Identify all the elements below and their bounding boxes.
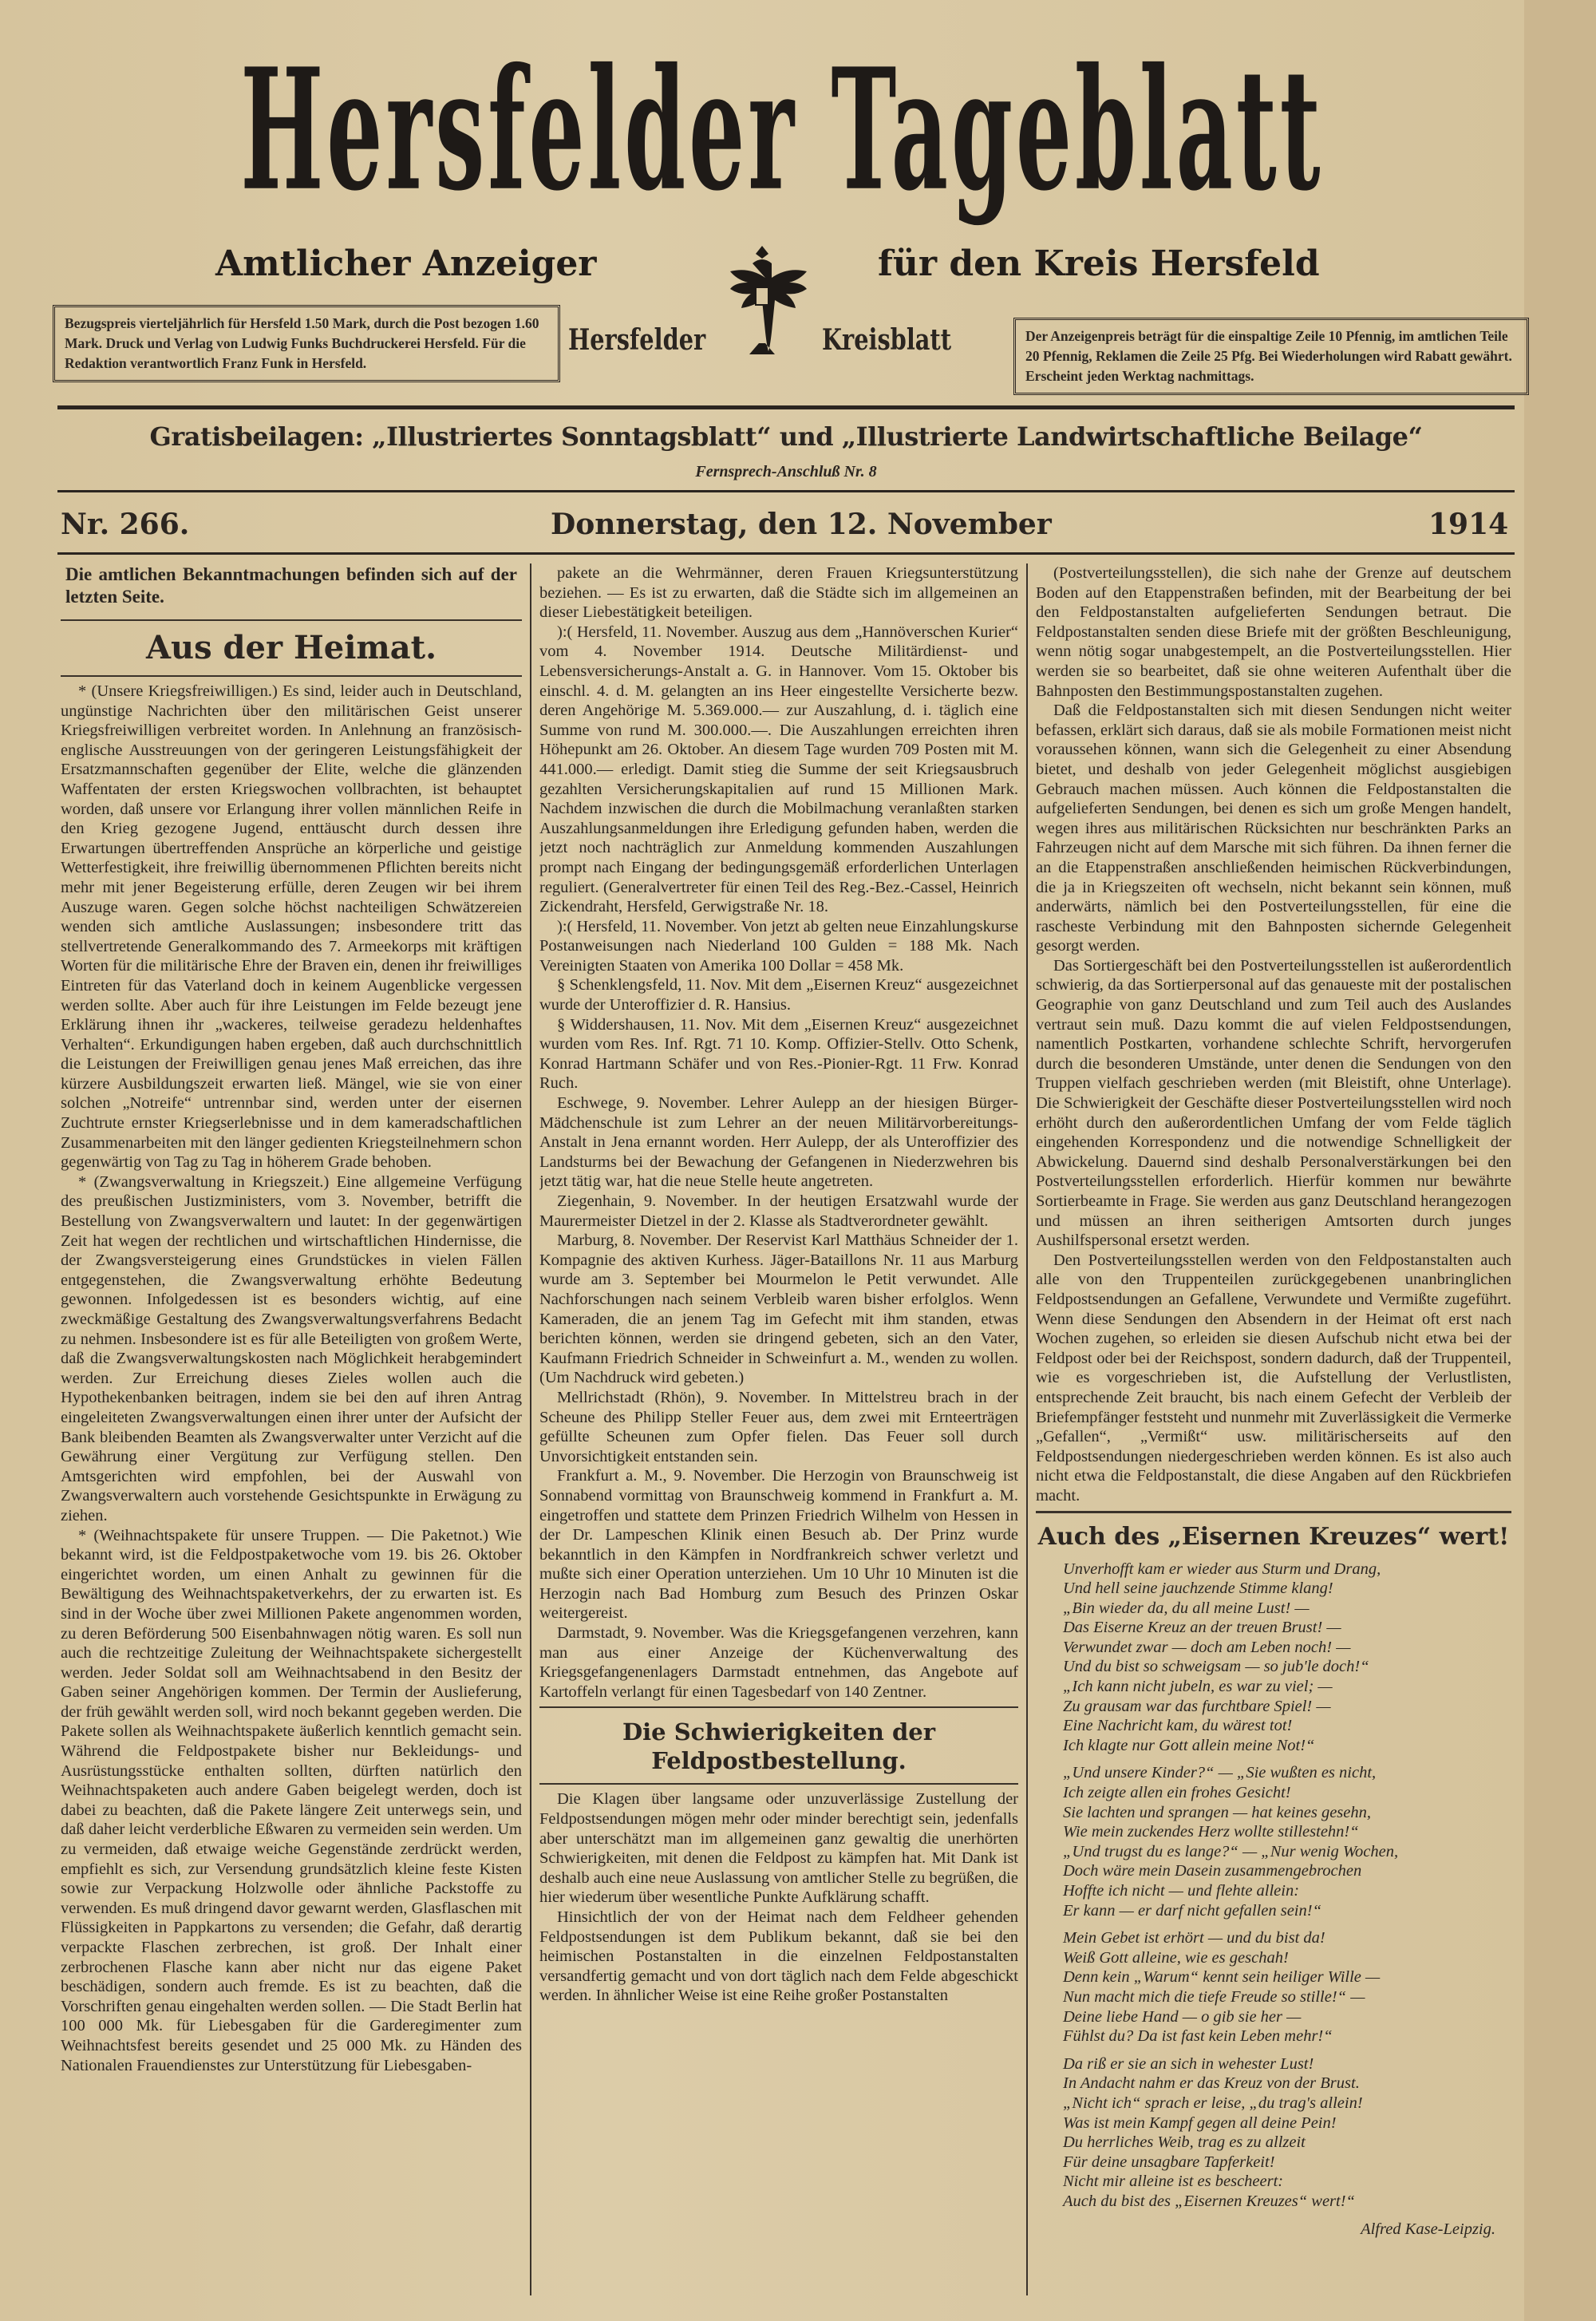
poem-line: „Nicht ich“ sprach er leise, „du trag's allein! (1063, 2094, 1363, 2112)
poem-line: Mein Gebet ist erhört — und du bist da! (1063, 1929, 1325, 1947)
poem-line: Da riß er sie an sich in wehester Lust! (1063, 2054, 1314, 2073)
poem-line: Auch du bist des „Eisernen Kreuzes“ wert!“ (1063, 2192, 1355, 2210)
section-heading-aus-der-heimat: Aus der Heimat. (145, 629, 437, 666)
poem-line: „Und unsere Kinder?“ — „Sie wußten es nicht, (1063, 1764, 1377, 1782)
poem-line: „Bin wieder da, du all meine Lust! — (1063, 1599, 1310, 1617)
poem-line: Wie mein zuckendes Herz wollte stillestehn!“ (1063, 1823, 1359, 1841)
news-item: Darmstadt, 9. November. Was die Kriegsgefangenen verzehren, kann man aus einer Anzeige der Küchenverwaltung des Kriegsgefangenenlagers Darmstadt entnehmen, das Angebote auf Kartoffeln verlangt für einen Tagesbedarf von 140 Zentner. (539, 1624, 1018, 1701)
poem-line: Er kann — er darf nicht gefallen sein!“ (1063, 1901, 1321, 1920)
news-item: Mellrichstadt (Rhön), 9. November. In Mittelstreu brach in der Scheune des Philipp Steller Feuer aus, dem zwei mit Ernteerträgen gefüllte Scheunen zum Opfer fielen. Das Feuer soll durch Unvorsichtigkeit entstanden sein. (539, 1388, 1018, 1465)
newspaper-title: Hersfelder Tageblatt (240, 32, 1324, 228)
article-paragraph: Den Postverteilungsstellen werden von den Feldpostanstalten auch alle von den Truppenteilen zurückgegebenen unanbringlichen Feldpostsendungen an Gefallene, Verwundete und Vermißte zugeführt. Wenn diese Sendungen den Absendern in der Heimat oft erst nach Wochen zugehen, so erleiden sie diesen Aufschub nicht etwa bei der Feldpost oder bei der Reichspost, sondern dadurch, daß der Truppenteil, wie es vorgeschrieben ist, die Aufstellung der Verlustlisten, entsprechende Zeit braucht, bis nach einem Gefecht der Verbleib der Briefempfänger feststeht und nunmehr mit Zuverlässigkeit die Vermerke „Gefallen“, „Vermißt“ usw. militärischerseits auf den Feldpostsendungen niedergeschrieben werden können. Es ist also auch nicht etwa die Feldpostanstalt, die diese Angaben auf den Rückbriefen macht. (1036, 1251, 1511, 1504)
divider (57, 405, 1515, 409)
poem-line: Für deine unsagbare Tapferkeit! (1063, 2153, 1275, 2171)
article-heading-feldpost: Die Schwierigkeiten der Feldpostbestellung. (622, 1718, 935, 1775)
poem-line: Ich klagte nur Gott allein meine Not!“ (1063, 1736, 1315, 1754)
subscription-info-box: Bezugspreis vierteljährlich für Hersfeld 1.50 Mark, durch die Post bezogen 1.60 Mark. Druck und Verlag von Ludwig Funks Buchdruckerei Hersfeld. Für die Redaktion verantwortlich Franz Funk in Hersfeld. (53, 305, 560, 382)
article-paragraph: * (Weihnachtspakete für unsere Truppen. — Die Paketnot.) Wie bekannt wird, ist die Feldpostpaketwoche vom 19. bis 26. Oktober eingerichtet worden, um einen Anhalt zu gewinnen für die Bewältigung des Weihnachtspaketverkehrs, der zu erwarten ist. Es sind in der Woche über zwei Millionen Pakete angenommen worden, zu deren Beförderung 500 Eisenbahnwagen nötig waren. Es soll nun auch die rechtzeitige Zuleitung der Weihnachtspakete sichergestellt werden. Jeder Soldat soll am Weihnachtsabend in den Besitz der Gaben seiner Angehörigen kommen. Der Termin der Auslieferung, der früh gewählt werden soll, wird noch bekannt gegeben werden. Die Pakete sollen als Weihnachtspakete äußerlich kenntlich gemacht sein. Während die Feldpostpakete bisher nur Bekleidungs- und Ausrüstungsstücke enthalten sollten, dürften natürlich den Weihnachtspaketen auch andere Gaben beigelegt werden, doch ist dabei zu beachten, daß die Pakete längere Zeit unterwegs sein, und daß daher leicht verderbliche Eßwaren zu vermeiden sein werden. Um zu vermeiden, daß etwaige weiche Gegenstände zerdrückt werden, empfiehlt es sich, zur Versendung grundsätzlich kleine feste Kisten sowie zur Verpackung Holzwolle oder ähnliche Packstoffe zu verwenden. Es muß dringend davor gewarnt werden, Glasflaschen mit Flüssigkeiten in Pappkartons zu versenden; die Gefahr, daß derartig verpackte Flaschen zerbrechen, ist groß. Der Inhalt einer zerbrochenen Flasche kann aber nicht nur das eigene Paket beschädigen, sondern auch fremde. Es ist zu beachten, daß die Vorschriften genau eingehalten werden sollen. — Die Stadt Berlin hat 100 000 Mk. für Liebesgaben für die Garderegimenter zum Weihnachtsfest bereits gesendet und 25 000 Mk. zu Händen des Nationalen Frauendienstes zur Unterstützung für Liebesgaben- (61, 1526, 522, 2074)
divider (539, 1706, 1018, 1708)
divider (61, 675, 522, 677)
divider (539, 1783, 1018, 1785)
poem-line: Hoffte ich nicht — und flehte allein: (1063, 1882, 1300, 1900)
poem-line: „Ich kann nicht jubeln, es war zu viel; — (1063, 1678, 1333, 1696)
official-notice: Die amtlichen Bekanntmachungen befinden sich auf der letzten Seite. (65, 564, 517, 607)
poem-line: Verwundet zwar — doch am Leben noch! — (1063, 1638, 1351, 1656)
news-item: § Widdershausen, 11. Nov. Mit dem „Eisernen Kreuz“ ausgezeichnet wurden vom Res. Inf. Rgt. 71 10. Komp. Offizier-Stellv. Otto Schenk, Konrad Hartmann Schäfer und von Res.-Pionier-Rgt. 11 Frw. Konrad Ruch. (539, 1015, 1018, 1093)
news-item: Marburg, 8. November. Der Reservist Karl Matthäus Schneider der 1. Kompagnie des aktiven Kurhess. Jäger-Bataillons Nr. 11 aus Marburg wurde am 3. September bei Mourmelon le Petit verwundet. Alle Nachforschungen nach seinem Verbleib waren bisher erfolglos. Wenn Kameraden, die an jenem Tag im Gefecht mit ihm standen, etwas berichten können, werden sie dringend gebeten, sich an den Vater, Kaufmann Friedrich Schneider in Schweinfurt a. M., wenden zu wollen. (Um Nachdruck wird gebeten.) (539, 1232, 1018, 1387)
issue-year: 1914 (1428, 508, 1509, 541)
divider (1036, 1511, 1511, 1513)
article-paragraph: * (Unsere Kriegsfreiwilligen.) Es sind, leider auch in Deutschland, ungünstige Nachrichten über den militärischen Geist unserer Kriegsfreiwilligen verbreitet worden. In Anlehnung an französisch-englische Ausstreuungen von der geringeren Leistungsfähigkeit der Ersatzmannschaften gegenüber der Elite, welche die glänzenden Waffentaten der ersten Kriegswochen vollbrachten, ist behauptet worden, daß unsere vor Erlangung ihrer vollen männlichen Reife in den Krieg gezogene Jugend, enttäuscht durch dessen ihre Erwartungen übertreffenden Ansprüche an körperliche und geistige Wetterfestigkeit, ihre freiwillig übernommenen Pflichten bereits nicht mehr mit jener Begeisterung erfülle, deren Zeugen wir bei ihrem Auszuge waren. Gegen solche höchst nachteiligen Schwätzereien wenden sich amtliche Auslassungen; insbesondere tritt das stellvertretende Generalkommando des 7. Armeekorps mit kräftigen Worten für die militärische Ehre der Braven ein, denen ihr freiwilliges Eintreten für das Vaterland doch in keinem Augenblicke vergessen werden sollte. Aber auch für ihre Leistungen im Felde bezeugt jene Erklärung ihnen ihr „wackeres, teilweise geradezu heldenhaftes Verhalten“. Erkundigungen haben ergeben, daß auch durchschnittlich die Leistungen der Freiwilligen genau jenes Maß erreichen, das ihre kürzere Ausbildungszeit erwarten ließ. Mängel, wie sie von einer solchen „Notreife“ untrennbar sind, werden unter der eisernen Zuchtrute ernster Kriegserlebnisse und in dem kameradschaftlichen Zusammenarbeiten mit den länger gedienten Kriegsteilnehmern schon gegenwärtig von Tag zu Tag in höherem Grade behoben. (61, 682, 522, 1172)
poem-line: Und du bist so schweigsam — so jub'le doch!“ (1063, 1658, 1369, 1676)
divider (57, 552, 1515, 555)
kreisblatt-left: Hersfelder (568, 323, 706, 357)
issue-date: Donnerstag, den 12. November (551, 508, 1052, 541)
news-item: Frankfurt a. M., 9. November. Die Herzogin von Braunschweig ist Sonnabend vormittag von Braunschweig kommend in Frankfurt a. M. eingetroffen und stattete dem Prinzen Friedrich Wilhelm von Hessen in der Dr. Lampeschen Klinik einen Besuch ab. Der Prinz wurde bekanntlich in den Kämpfen in Nordfrankreich schwer verletzt und mußte sich einer Operation unterziehen. Um 10 Uhr 10 Minuten ist die Herzogin nach Bad Homburg zum Besuch des Prinzen Oskar weitergereist. (539, 1467, 1018, 1623)
poem-line: Weiß Gott alleine, wie es geschah! (1063, 1948, 1289, 1967)
article-paragraph: Daß die Feldpostanstalten sich mit diesen Sendungen nicht weiter befassen, erklärt sich daraus, daß sie als mobile Formationen meist nicht voraussehen können, wann sich die Gelegenheit zu einer Absendung bietet, und deshalb von jeder Gelegenheit möglichst ausgiebigen Gebrauch machen müssen. Auch können die Feldpostanstalten die aufgelieferten Sendungen, bei denen es sich um große Mengen handelt, wegen ihres aus militärischen Rücksichten nur beschränkten Parks an Fahrzeugen nicht auf dem Marsche mit sich führen. Da ihnen ferner die an die Etappenstraßen anschließenden heimischen Rückverbindungen, die ja in Kriegszeiten oft wechseln, nicht bekannt sein können, muß anderwärts, nämlich bei den Postverteilungsstellen, für eine die rascheste Verbindung mit den Bahnposten sichernde Gelegenheit gesorgt werden. (1036, 702, 1511, 955)
kreisblatt-right: Kreisblatt (822, 323, 952, 357)
poem-stanza (1063, 1763, 1511, 1920)
poem-line: Doch wäre mein Dasein zusammengebrochen (1063, 1862, 1362, 1880)
poem-line: Denn kein „Warum“ kennt sein heiliger Wille — (1063, 1968, 1381, 1987)
poem-line: Und hell seine jauchzende Stimme klang! (1063, 1580, 1333, 1598)
poem-title: Auch des „Eisernen Kreuzes“ wert! (1037, 1522, 1510, 1551)
column-rule (530, 563, 531, 2295)
poem-line: Fühlst du? Da ist fast kein Leben mehr!“ (1063, 2027, 1333, 2046)
column-rule (1026, 563, 1028, 2295)
article-paragraph: * (Zwangsverwaltung in Kriegszeit.) Eine allgemeine Verfügung des preußischen Justizministers, vom 3. November, betrifft die Bestellung von Zwangsverwaltern und lautet: In der gegenwärtigen Zeit hat wegen der rechtlichen und wirtschaftlichen Hindernisse, die der Zwangsversteigerung eines Grundstückes in vielen Fällen entgegenstehen, die Zwangsverwaltung erhöhte Bedeutung gewonnen. Infolgedessen ist es besonders wichtig, auf eine zweckmäßige Gestaltung des Zwangsverwaltungsverfahrens Bedacht zu nehmen. Insbesondere ist es für alle Beteiligten von großem Werte, daß die Zwangsverwaltungskosten nach Möglichkeit herabgemindert werden. Zur Erreichung dieses Zieles wollen auch die Hypothekenbanken beitragen, indem sie bei den auf ihren Antrag eingeleiteten Zwangsverwaltungen einen ihrer unter der Aufsicht der Bank bleibenden Beamten als Zwangsverwalter unter Verzicht auf die Gewährung einer Vergütung zur Verfügung stellen. Den Amtsgerichten wird empfohlen, bei der Auswahl von Zwangsverwaltern auch vorstehende Gesichtspunkte in Erwägung zu ziehen. (61, 1172, 522, 1524)
poem-line: Das Eiserne Kreuz an der treuen Brust! — (1063, 1619, 1341, 1637)
poem-line: Was ist mein Kampf gegen all deine Pein! (1063, 2113, 1337, 2132)
column-1 (61, 563, 522, 2303)
poem-line: Deine liebe Hand — o gib sie her — (1063, 2007, 1302, 2026)
news-item: pakete an die Wehrmänner, deren Frauen Kriegsunterstützung beziehen. — Es ist zu erwarten, daß die Städte sich im allgemeinen an dieser Liebestätigkeit beteiligen. (539, 564, 1018, 622)
divider (57, 490, 1515, 492)
telephone-line: Fernsprech-Anschluß Nr. 8 (695, 463, 877, 480)
supplements-line: Gratisbeilagen: „Illustriertes Sonntagsblatt“ und „Illustrierte Landwirtschaftliche Beilage“ (149, 421, 1423, 452)
subtitle-left: Amtlicher Anzeiger (215, 243, 597, 284)
poem-line: In Andacht nahm er das Kreuz von der Brust. (1063, 2074, 1360, 2093)
poem-author: Alfred Kase-Leipzig. (1361, 2220, 1495, 2238)
eagle-coat-of-arms-icon (714, 239, 810, 359)
news-item: ):( Hersfeld, 11. November. Auszug aus dem „Hannöverschen Kurier“ vom 4. November 1914. Deutsche Militärdienst- und Lebensversicherungs-Anstalt a. G. in Hannover. Vom 15. Oktober bis einschl. 4. d. M. gelangten an ins Heer eingestellte Versicherte bezw. deren Angehörige M. 5.369.000.— zur Auszahlung, d. i. täglich eine Summe von rund M. 300.000.—. Die Auszahlungen erreichten ihren Höhepunkt am 26. Oktober. An diesem Tage wurden 709 Posten mit M. 441.000.— erledigt. Damit stieg die Summe der seit Kriegsausbruch gezahlten Versicherungskapitalien auf rund 15 Millionen Mark. Nachdem inzwischen die durch die Mobilmachung veranlaßten starken Auszahlungsanmeldungen ihre Erledigung gefunden haben, werden die jetzt noch nachträglich zur Anmeldung kommenden Auszahlungen prompt nach Eingang der bedingungsgemäß erforderlichen Unterlagen reguliert. (Generalvertreter für einen Teil des Reg.-Bez.-Cassel, Heinrich Zickendraht, Hersfeld, Gerwigstraße Nr. 18. (539, 623, 1018, 916)
news-item: Eschwege, 9. November. Lehrer Aulepp an der hiesigen Bürger-Mädchenschule ist zum Lehrer an der neuen Militärvorbereitungs-Anstalt in Jena ernannt worden. Herr Aulepp, der als Unteroffizier des Landsturms bei der Bewachung der Gefangenen in Niederzwehren bis jetzt tätig war, hat die neue Stelle heute angetreten. (539, 1094, 1018, 1191)
column-3 (1036, 563, 1511, 2303)
poem-line: Ich zeigte allen ein frohes Gesicht! (1063, 1784, 1291, 1802)
poem-stanza (1063, 1560, 1511, 1756)
news-item: § Schenklengsfeld, 11. Nov. Mit dem „Eisernen Kreuz“ ausgezeichnet wurde der Unteroffizier d. R. Hansius. (539, 976, 1018, 1014)
advertising-price-box: Der Anzeigenpreis beträgt für die einspaltige Zeile 10 Pfennig, im amtlichen Teile 20 Pfennig, Reklamen die Zeile 25 Pfg. Bei Wiederholungen wird Rabatt gewährt. Erscheint jeden Werktag nachmittags. (1013, 318, 1529, 395)
subtitle-right: für den Kreis Hersfeld (878, 243, 1320, 284)
poem-line: Unverhofft kam er wieder aus Sturm und Drang, (1063, 1560, 1381, 1578)
article-paragraph: Die Klagen über langsame oder unzuverlässige Zustellung der Feldpostsendungen mögen mehr oder minder berechtigt sein, jedenfalls aber unterschätzt man im allgemeinen ganz gewaltig die unerhörten Schwierigkeiten, mit denen die Feldpost zu kämpfen hat. Mit Dank ist deshalb auch eine neue Auslassung von amtlicher Stelle zu begrüßen, die hier wiederum über wesentliche Punkte Aufklärung schafft. (539, 1790, 1018, 1907)
poem-stanza (1063, 1928, 1511, 2046)
article-paragraph: (Postverteilungsstellen), die sich nahe der Grenze auf deutschem Boden auf den Etappenstraßen befinden, mit der Bearbeitung der bei den Feldpostanstalten aufgelieferten Sendungen betraut. Die Feldpostanstalten senden diese Briefe mit der größten Beschleunigung, wenn nötig sogar unabgestempelt, an die Postverteilungsstellen. Hier werden sie so bearbeitet, daß sie ohne weiteren Aufenthalt über die Bahnposten den Bestimmungspostanstalten zugehen. (1036, 564, 1511, 700)
poem-line: Nun macht mich die tiefe Freude so stille!“ — (1063, 1987, 1365, 2006)
column-2 (539, 563, 1018, 2303)
poem-line: Eine Nachricht kam, du wärest tot! (1063, 1717, 1293, 1735)
poem-line: „Und trugst du es lange?“ — „Nur wenig Wochen, (1063, 1842, 1399, 1860)
poem (1036, 1560, 1511, 2212)
poem-line: Nicht mir alleine ist es bescheert: (1063, 2173, 1284, 2191)
poem-line: Du herrliches Weib, trag es zu allzeit (1063, 2133, 1306, 2152)
issue-number: Nr. 266. (61, 508, 190, 541)
news-item: Ziegenhain, 9. November. In der heutigen Ersatzwahl wurde der Maurermeister Dietzel in der 2. Klasse als Stadtverordneter gewählt. (539, 1192, 1018, 1230)
poem-line: Sie lachten und sprangen — hat keines gesehn, (1063, 1803, 1372, 1821)
poem-stanza (1063, 2054, 1511, 2212)
article-paragraph: Das Sortiergeschäft bei den Postverteilungsstellen ist außerordentlich schwierig, da das Sortierpersonal auf das genaueste mit der postalischen Geographie von ganz Deutschland und zum Teil auch des Auslandes vertraut sein muß. Dazu kommt die auf vielen Feldpostsendungen, namentlich Postkarten, vorhandene schlechte Schrift, hervorgerufen durch die besonderen Umstände, unter denen die Sendungen von den Truppen vielfach geschrieben werden (mit Bleistift, ohne Unterlage). Die Schwierigkeit der Geschäfte dieser Postverteilungsstellen wird noch erhöht durch den außerordentlichen Umfang der vom Felde täglich eingehenden Korrespondenz und die notwendige Schnelligkeit der Abwickelung. Dauernd sind deshalb Personalverstärkungen bei den Postverteilungsstellen erforderlich. Hierfür kommen nur bewährte Sortierbeamte in Frage. Sie werden aus ganz Deutschland herangezogen und müssen an ihren seitherigen Amtsorten durch junges Aushilfspersonal ersetzt werden. (1036, 956, 1511, 1250)
divider (61, 619, 522, 621)
news-item: ):( Hersfeld, 11. November. Von jetzt ab gelten neue Einzahlungskurse Postanweisungen nach Niederland 100 Gulden = 188 Mk. Nach Vereinigten Staaten von Amerika 100 Dollar = 458 Mk. (539, 917, 1018, 975)
poem-line: Zu grausam war das furchtbare Spiel! — (1063, 1697, 1331, 1715)
article-paragraph: Hinsichtlich der von der Heimat nach dem Feldheer gehenden Feldpostsendungen ist dem Publikum bekannt, daß sie bei den heimischen Postanstalten in die einzelnen Feldpostanstalten versandfertig gemacht und von dort täglich nach dem Felde abgeschickt werden. In ähnlicher Weise ist eine Reihe großer Postanstalten (539, 1908, 1018, 2005)
